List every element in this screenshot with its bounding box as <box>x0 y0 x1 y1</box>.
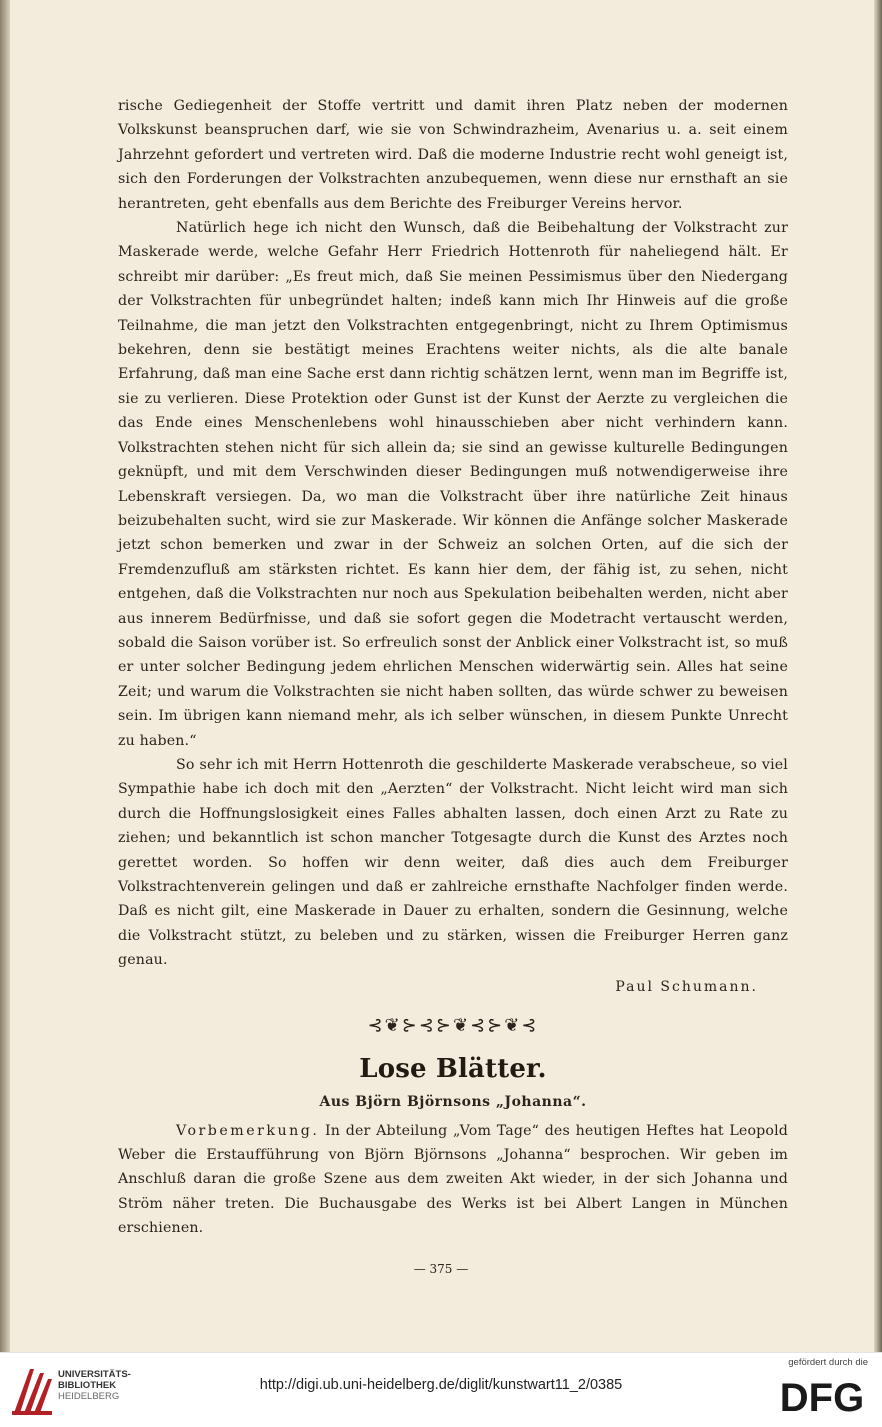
dfg-logo-text: DFG <box>779 1376 865 1419</box>
viewer-footer <box>0 1352 882 1427</box>
page-text <box>118 94 788 1241</box>
page-edge-right <box>874 0 882 1352</box>
page-number: — 375 — <box>413 1262 469 1276</box>
institution-line: BIBLIOTHEK <box>58 1380 117 1391</box>
page-edge-left <box>0 0 10 1352</box>
paragraph: rische Gediegenheit der Stoffe vertritt und damit ihren Platz neben der modernen Volkskunst beanspruchen darf, wie sie von Schwindrazheim, Avenarius u. a. seit einem Jahrzehnt gefordert und vertreten wird. Daß die moderne Industrie recht wohl geneigt ist, sich den Forderungen der Volkstrachten anzubequemen, wenn diese nur ernsthaft an sie herantreten, geht ebenfalls aus dem Berichte des Freiburger Vereins hervor. <box>118 98 788 212</box>
author-signature: Paul Schumann. <box>615 978 758 995</box>
dfg-logo-icon <box>774 1371 870 1419</box>
institution-line: UNIVERSITÄTS- <box>58 1369 131 1380</box>
preface-label: Vorbemerkung. <box>176 1122 320 1139</box>
paragraph: Natürlich hege ich nicht den Wunsch, daß die Beibehaltung der Volkstracht zur Maskerade werde, welche Gefahr Herr Friedrich Hottenroth für naheliegend hält. Er schreibt mir darüber: „Es freut mich, daß Sie meinen Pessimismus über den Niedergang der Volkstrachten für unbegründet halten; indeß kann mich Ihr Hinweis auf die große Teilnahme, die man jetzt den Volkstrachten entgegenbringt, nicht zu Ihrem Optimismus bekehren, denn sie bestätigt meines Erachtens weiter nichts, als die alte banale Erfahrung, daß man eine Sache erst dann richtig schätzen lernt, wenn man im Begriffe ist, sie zu verlieren. Diese Protektion oder Gunst ist der Kunst der Aerzte zu vergleichen die das Ende eines Menschenlebens wohl hinausschieben aber nicht verhindern kann. Volkstrachten stehen nicht für sich allein da; sie sind an gewisse kulturelle Bedingungen geknüpft, und mit dem Verschwinden dieser Bedingungen muß notwendigerweise ihre Lebenskraft versiegen. Da, wo man die Volkstracht über ihre natürliche Zeit hinaus beizubehalten sucht, wird sie zur Maskerade. Wir können die Anfänge solcher Maskerade jetzt schon bemerken und zwar in der Schweiz an solchen Orten, auf die sich der Fremdenzufluß am stärksten richtet. Es kann hier dem, der fähig ist, zu sehen, nicht entgehen, daß die Volkstrachten nur noch aus Spekulation beibehalten werden, nicht aber aus innerem Bedürfnisse, und daß sie sofort gegen die Modetracht vertauscht werden, sobald die Saison vorüber ist. So erfreulich sonst der Anblick einer Volkstracht ist, so muß er unter solcher Bedingung jedem ehrlichen Menschen widerwärtig sein. Alles hat seine Zeit; und warum die Volkstrachten sie nicht haben sollten, das würde schwer zu beweisen sein. Im übrigen kann niemand mehr, als ich selber wünschen, in diesem Punkte Unrecht zu haben.“ <box>118 220 788 749</box>
preface-paragraph <box>118 1119 788 1241</box>
ornament-divider: ⊰❦⊱⊰⊱❦⊰⊱❦⊰ <box>367 1014 539 1036</box>
institution-line: HEIDELBERG <box>58 1391 120 1402</box>
paragraph: So sehr ich mit Herrn Hottenroth die geschilderte Maskerade verabscheue, so viel Sympathie habe ich doch mit den „Aerzten“ der Volkstracht. Nicht leicht wird man sich durch die Hoffnungslosigkeit eines Falles abhalten lassen, doch einen Arzt zu Rate zu ziehen; und bekanntlich ist schon mancher Totgesagte durch die Kunst des Arztes noch gerettet worden. So hoffen wir denn weiter, daß dies auch dem Freiburger Volkstrachtenverein gelingen und daß er zahlreiche ernsthafte Nachfolger finden werde. Daß es nicht gilt, eine Maskerade in Dauer zu erhalten, sondern die Gesinnung, welche die Volkstracht stützt, zu beleben und zu stärken, wissen die Freiburger Herren ganz genau. <box>118 756 788 969</box>
preface-text: In der Abteilung „Vom Tage“ des heutigen Heftes hat Leopold Weber die Erstaufführung von Björn Björnsons „Johanna“ besprochen. Wir geben im Anschluß daran die große Szene aus dem zweiten Akt wieder, in der sich Johanna und Ström näher treten. Die Buchausgabe des Werks ist bei Albert Langen in München erschienen. <box>118 1122 788 1237</box>
section-title: Lose Blätter. <box>359 1053 547 1084</box>
section-subtitle: Aus Björn Björnsons „Johanna“. <box>319 1093 587 1110</box>
funded-by-label: gefördert durch die <box>788 1357 868 1368</box>
source-url[interactable]: http://digi.ub.uni-heidelberg.de/diglit/kunstwart11_2/0385 <box>259 1377 623 1393</box>
